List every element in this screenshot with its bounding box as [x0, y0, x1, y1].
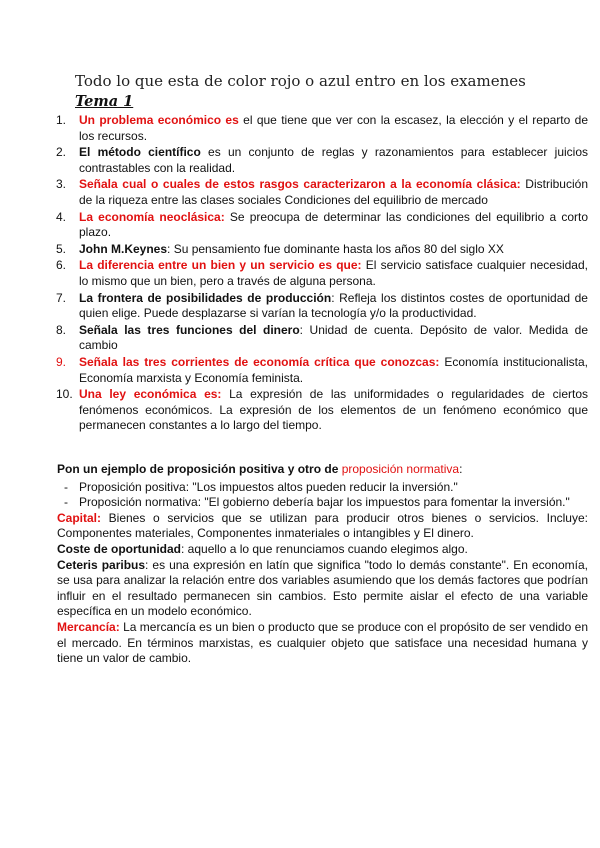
- list-item: [48, 387, 588, 434]
- item-term: Un problema económico es: [79, 113, 239, 127]
- list-number: 6.: [56, 258, 67, 273]
- definition-text: La mercancía es un bien o producto que se produce con el propósito de ser vendido en el mercado. En términos marxistas, es cualquier objeto que satisface una necesidad humana y tiene un valor de cambio.: [57, 619, 588, 666]
- item-text: el que tiene que ver con la escasez, la elección y el reparto de los recursos.: [79, 113, 588, 143]
- item-term: Una ley económica es:: [79, 387, 222, 402]
- list-item: [48, 177, 588, 208]
- numbered-list: [48, 113, 588, 435]
- dash-bullet: -: [64, 479, 68, 494]
- definition-text: : aquello a lo que renunciamos cuando elegimos algo.: [181, 541, 468, 556]
- definition-mercancia: [57, 620, 588, 667]
- dash-bullet: -: [64, 495, 68, 510]
- list-number: 7.: [56, 290, 67, 305]
- definition-term: Capital:: [57, 510, 102, 525]
- definition-text: Bienes o servicios que se utilizan para producir otros bienes o servicios. Incluye: Componentes materiales, Componentes inmateriales o intangibles y El dinero.: [57, 510, 588, 541]
- definition-text: : es una expresión en latín que significa "todo lo demás constante". En economía, se usa para analizar la relación entre dos variables asumiendo que los demás factores que podrían influir en el resultado permanecen sin cambios. Esto permite aislar el efecto de una variable específica en un modelo económico.: [57, 557, 588, 619]
- definition-ceteris-paribus: [57, 558, 588, 620]
- list-number: 3.: [56, 177, 67, 192]
- definition-capital: [57, 511, 588, 542]
- list-number: 9.: [56, 354, 67, 369]
- section-title-highlight: proposición normativa: [341, 462, 460, 476]
- list-number: 8.: [56, 322, 67, 337]
- bullet-text: Proposición positiva: "Los impuestos altos pueden reducir la inversión.": [79, 479, 458, 494]
- list-item: [48, 355, 588, 386]
- definition-term: Ceteris paribus: [57, 557, 146, 572]
- item-text: El servicio satisface cualquier necesidad, lo mismo que un bien, pero a través de alguna persona.: [79, 258, 588, 288]
- list-number: 10.: [56, 387, 73, 402]
- list-item: [48, 258, 588, 289]
- section-heading-tema: Tema 1: [75, 93, 134, 110]
- item-text: Se preocupa de determinar las condiciones del equilibrio a corto plazo.: [79, 209, 588, 240]
- bullet-text: Proposición normativa: "El gobierno debería bajar los impuestos para fomentar la inversión.": [79, 495, 570, 510]
- item-term: El método científico: [79, 145, 201, 160]
- list-item: [48, 242, 588, 258]
- bullet-item: [57, 480, 588, 496]
- list-item: [48, 291, 588, 322]
- definition-coste-oportunidad: [57, 542, 588, 558]
- examples-section: [57, 462, 588, 667]
- item-text: : Refleja los distintos costes de oportunidad de quien elige. Puede desplazarse si varían la tecnología y/o la productividad.: [79, 290, 588, 321]
- intro-note: Todo lo que esta de color rojo o azul entro en los examenes: [75, 72, 526, 90]
- list-item: [48, 323, 588, 354]
- item-term: John M.Keynes: [79, 241, 168, 256]
- list-item: [48, 113, 588, 144]
- item-text: Economía institucionalista, Economía marxista y Economía feminista.: [79, 354, 589, 385]
- item-text: Distribución de la riqueza entre las clases sociales Condiciones del equilibrio de mercado: [79, 177, 588, 207]
- item-term: Señala las tres corrientes de economía crítica que conozcas:: [79, 354, 440, 369]
- item-term: La economía neoclásica:: [79, 209, 225, 224]
- item-term: Señala cual o cuales de estos rasgos caracterizaron a la economía clásica:: [79, 177, 521, 192]
- section-title-end: :: [459, 462, 463, 476]
- list-item: [48, 145, 588, 176]
- list-number: 5.: [56, 241, 67, 256]
- item-text: La expresión de las uniformidades o regularidades de ciertos fenómenos económicos. La expresión de los elementos de un fenómeno económico que permanecen constantes a lo largo del tiempo.: [79, 387, 588, 433]
- list-number: 4.: [56, 209, 67, 224]
- item-text: es un conjunto de reglas y razonamientos para establecer juicios contrastables con la realidad.: [79, 145, 588, 175]
- definition-term: Coste de oportunidad: [57, 541, 181, 556]
- section-title-text: Pon un ejemplo de proposición positiva y otro de: [57, 462, 342, 476]
- item-term: La frontera de posibilidades de producción: [79, 290, 332, 305]
- item-text: : Su pensamiento fue dominante hasta los años 80 del siglo XX: [167, 241, 504, 256]
- definition-term: Mercancía:: [57, 619, 120, 634]
- section-title: [57, 462, 588, 478]
- item-term: Señala las tres funciones del dinero: [79, 322, 300, 337]
- item-text: : Unidad de cuenta. Depósito de valor. Medida de cambio: [79, 322, 589, 353]
- item-term: La diferencia entre un bien y un servicio es que:: [79, 258, 362, 273]
- list-number: 1.: [56, 113, 67, 127]
- list-number: 2.: [56, 145, 67, 160]
- list-item: [48, 210, 588, 241]
- bullet-item: [57, 495, 588, 511]
